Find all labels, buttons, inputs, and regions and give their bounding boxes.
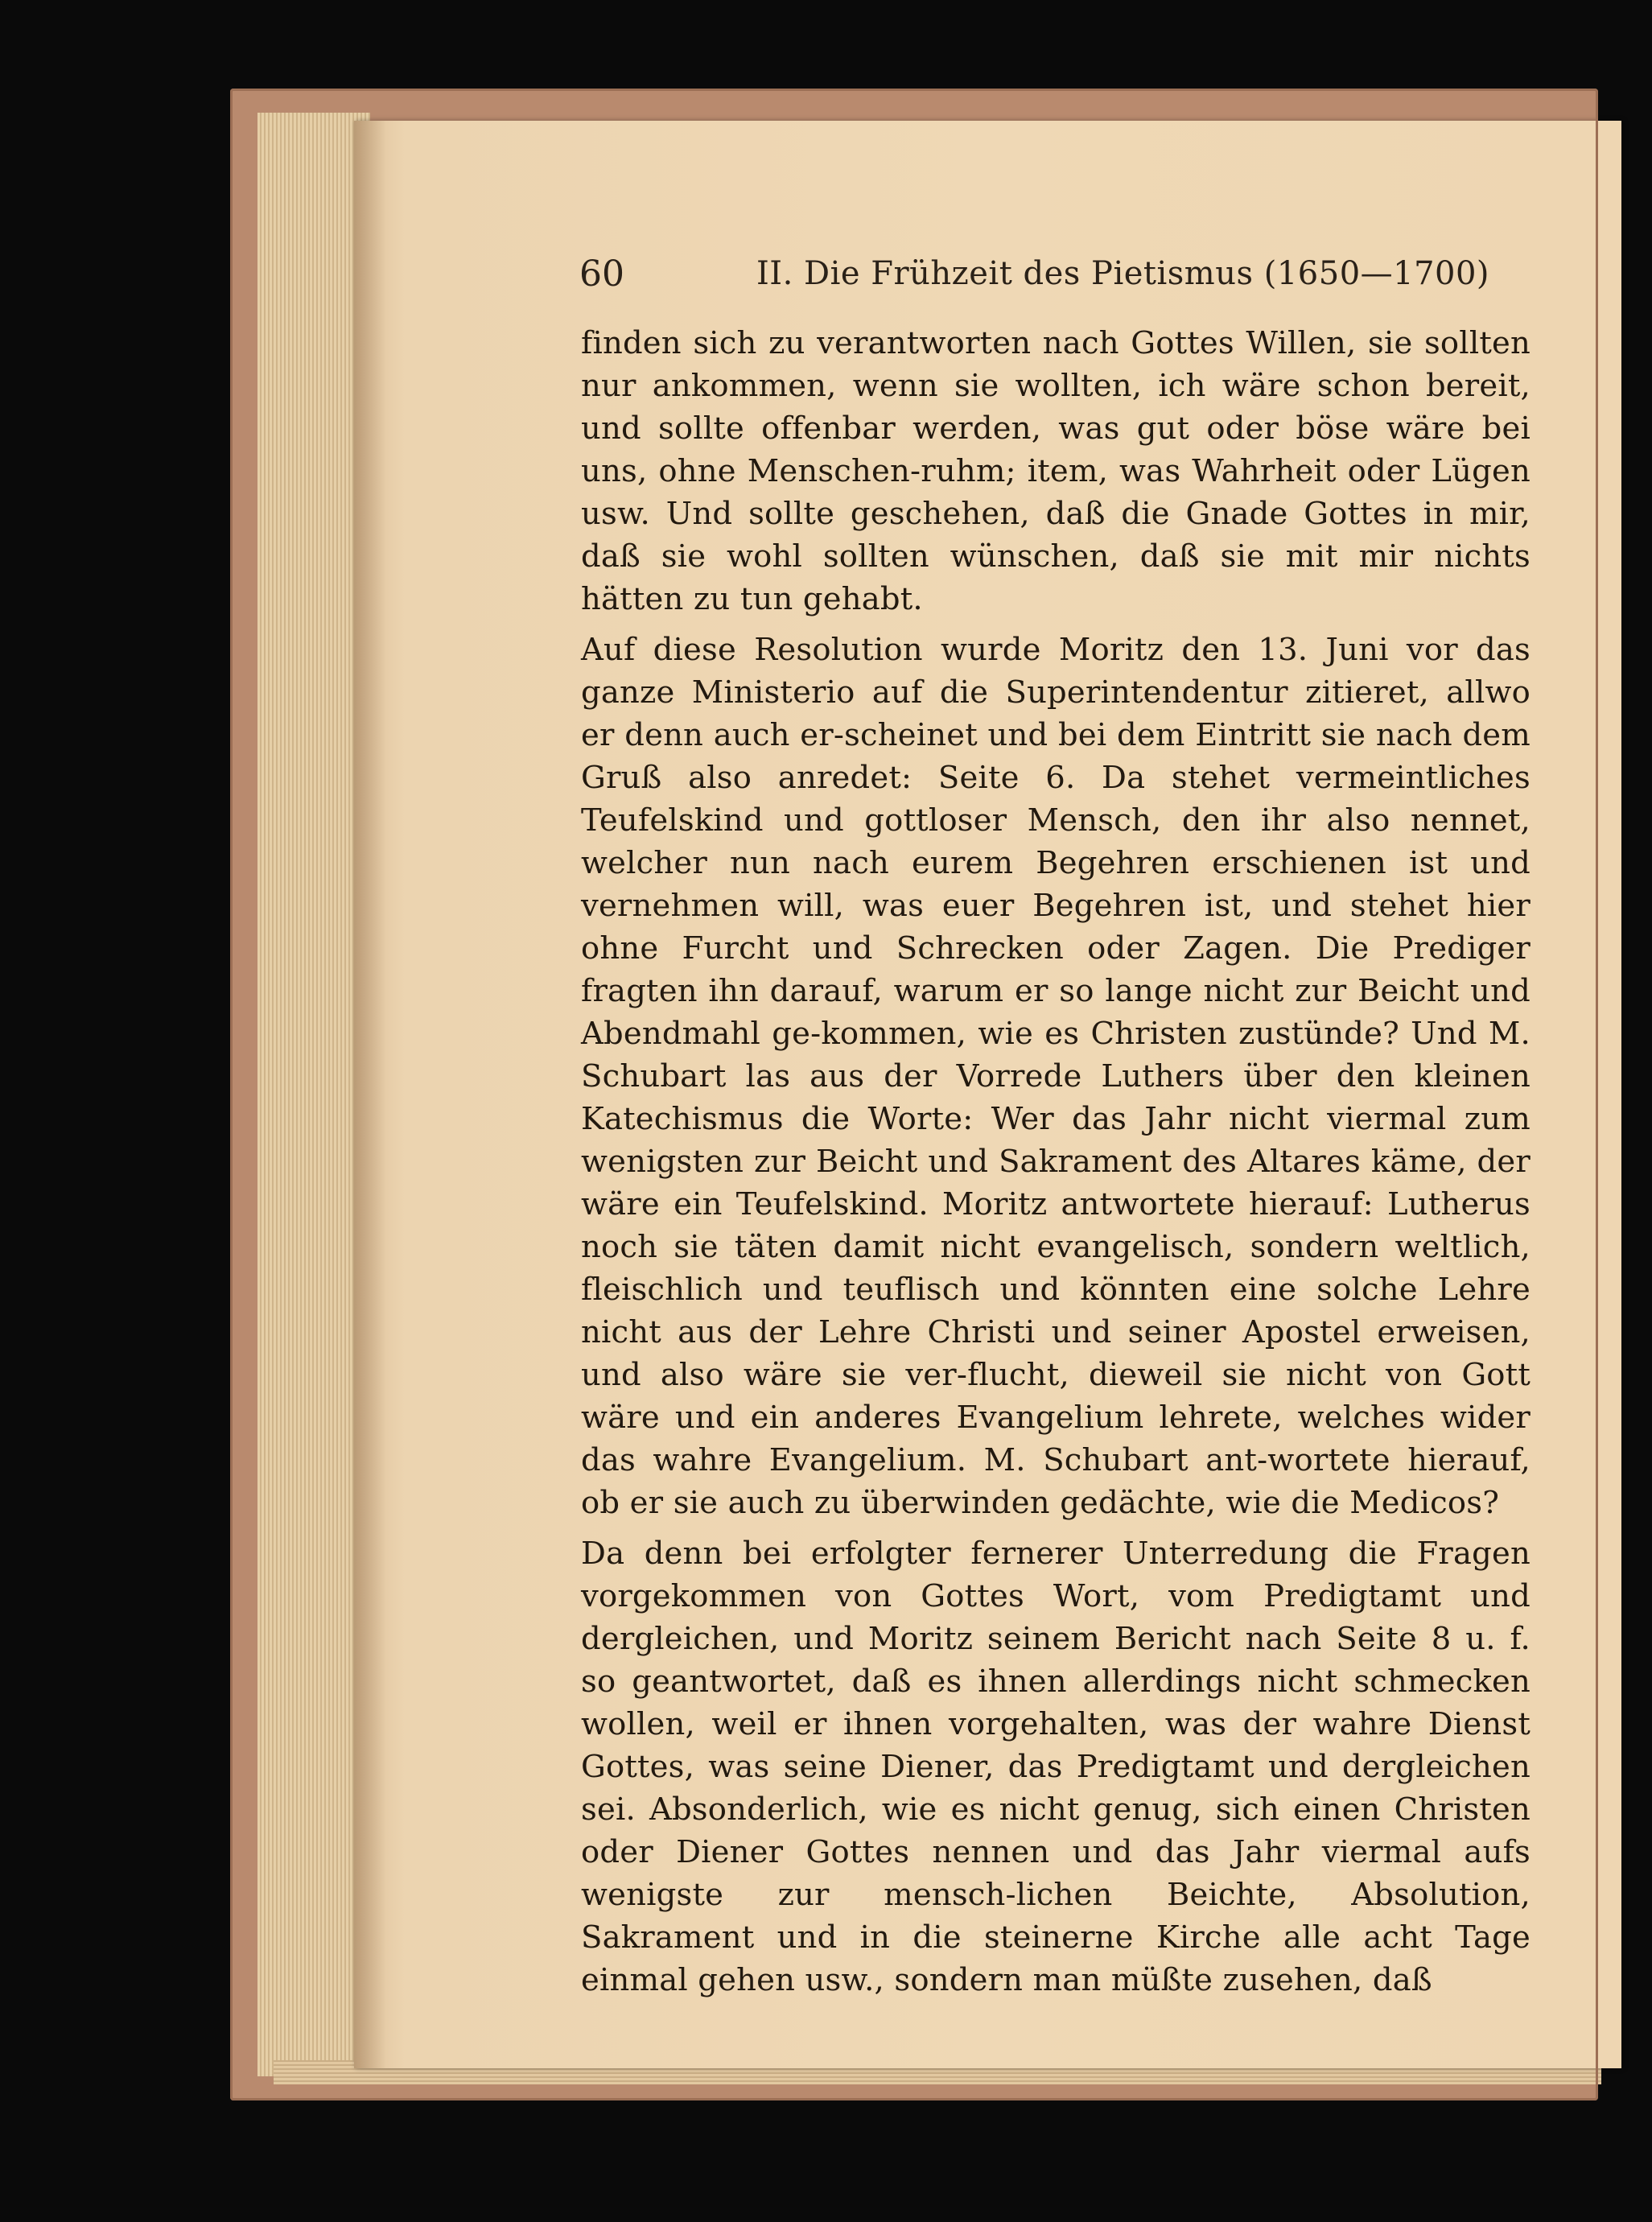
paragraph-1: finden sich zu verantworten nach Gottes Willen, sie sollten nur ankommen, wenn sie wollten, ich wäre schon bereit, und sollte offenbar werden, was gut oder böse wäre bei uns, ohne Menschen-ruhm; item, was Wahrheit oder Lügen usw. Und sollte geschehen, daß die Gnade Gottes in mir, daß sie wohl sollten wünschen, daß sie mit mir nichts hätten zu tun gehabt.: [581, 325, 1530, 617]
paragraph-3: Da denn bei erfolgter fernerer Unterredung die Fragen vorgekommen von Gottes Wort, vom Predigtamt und dergleichen, und Moritz seinem Bericht nach Seite 8 u. f. so geantwortet, daß es ihnen allerdings nicht schmecken wollen, weil er ihnen vorgehalten, was der wahre Dienst Gottes, was seine Diener, das Predigtamt und dergleichen sei. Absonderlich, wie es nicht genug, sich einen Christen oder Diener Gottes nennen und das Jahr viermal aufs wenigste zur mensch-lichen Beichte, Absolution, Sakrament und in die steinerne Kirche alle acht Tage einmal gehen usw., sondern man müßte zusehen, daß: [581, 1536, 1530, 1998]
page-header: [579, 254, 1529, 302]
body-text: [581, 322, 1530, 2010]
paragraph-2: Auf diese Resolution wurde Moritz den 13. Juni vor das ganze Ministerio auf die Superintendentur zitieret, allwo er denn auch er-scheinet und bei dem Eintritt sie nach dem Gruß also anredet: Seite 6. Da stehet vermeintliches Teufelskind und gottloser Mensch, den ihr also nennet, welcher nun nach eurem Begehren erschienen ist und vernehmen will, was euer Begehren ist, und stehet hier ohne Furcht und Schrecken oder Zagen. Die Prediger fragten ihn darauf, warum er so lange nicht zur Beicht und Abendmahl ge-kommen, wie es Christen zustünde? Und M. Schubart las aus der Vorrede Luthers über den kleinen Katechismus die Worte: Wer das Jahr nicht viermal zum wenigsten zur Beicht und Sakrament des Altares käme, der wäre ein Teufelskind. Moritz antwortete hierauf: Lutherus noch sie täten damit nicht evangelisch, sondern weltlich, fleischlich und teuflisch und könnten eine solche Lehre nicht aus der Lehre Christi und seiner Apostel erweisen, und also wäre sie ver-flucht, dieweil sie nicht von Gott wäre und ein anderes Evangelium lehrete, welches wider das wahre Evangelium. M. Schubart ant-wortete hierauf, ob er sie auch zu überwinden gedächte, wie die Medicos?: [581, 632, 1530, 1521]
running-title: II. Die Frühzeit des Pietismus (1650—1700): [756, 255, 1490, 292]
page-number: 60: [579, 254, 624, 295]
